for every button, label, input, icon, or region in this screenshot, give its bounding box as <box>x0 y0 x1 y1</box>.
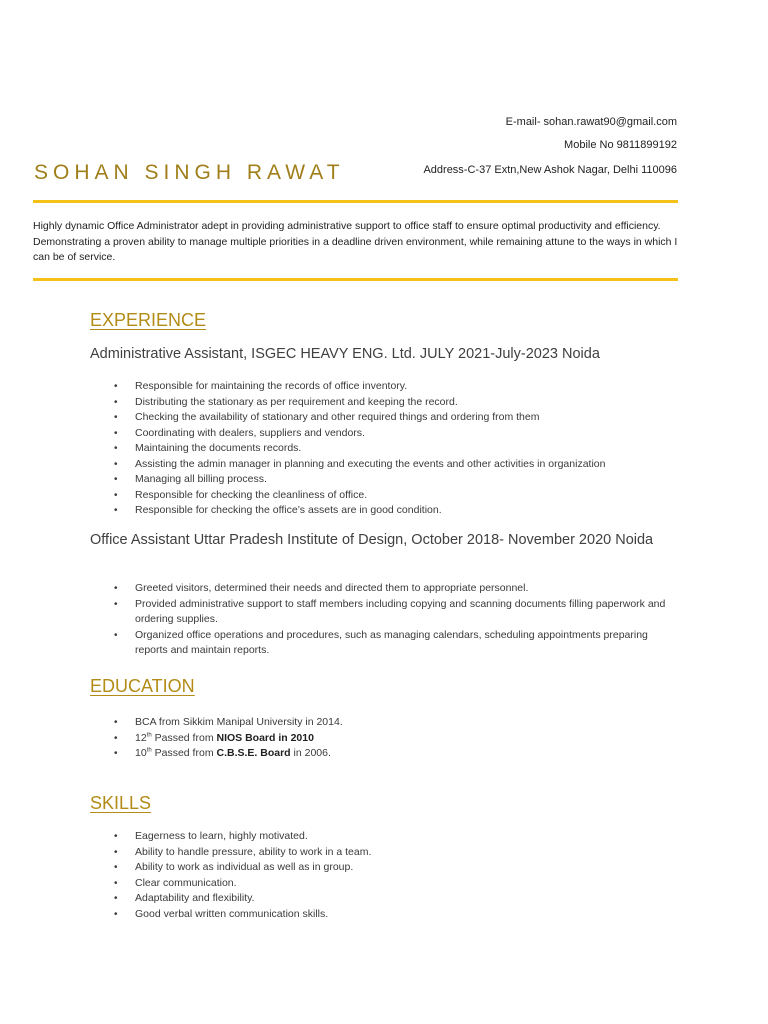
job-duties-list <box>90 379 670 519</box>
skills-heading: SKILLS <box>90 793 152 813</box>
bullet-icon: • <box>114 831 118 842</box>
list-item: • 12th Passed from NIOS Board in 2010 <box>90 731 670 747</box>
bullet-icon: • <box>114 412 118 423</box>
list-item: • 10th Passed from C.B.S.E. Board in 2006. <box>90 746 670 762</box>
job-title: Administrative Assistant, ISGEC HEAVY ENG. Ltd. JULY 2021-July-2023 Noida <box>90 346 600 362</box>
job-duties-list <box>90 581 670 659</box>
profile-summary: Highly dynamic Office Administrator adept in providing administrative support to office staff to ensure optimal productivity and efficiency. Demonstrating a proven ability to manage multiple priorities in a deadline driven environment, while remaining attune to the ways in which I can be of service. <box>33 220 678 263</box>
education-heading: EDUCATION <box>90 676 195 696</box>
list-item: • Maintaining the documents records. <box>90 441 670 457</box>
divider-bottom <box>33 278 678 281</box>
bullet-icon: • <box>114 458 118 470</box>
bullet-icon: • <box>114 893 118 904</box>
divider-top <box>33 200 678 203</box>
list-item: • BCA from Sikkim Manipal University in 2014. <box>90 715 670 731</box>
bullet-icon: • <box>114 908 118 920</box>
list-item: • Eagerness to learn, highly motivated. <box>90 829 670 845</box>
education-list <box>90 715 670 762</box>
bullet-icon: • <box>114 598 118 610</box>
job-title: Office Assistant Uttar Pradesh Institute of Design, October 2018- November 2020 Noida <box>90 532 654 548</box>
list-item: • Clear communication. <box>90 876 670 892</box>
bullet-icon: • <box>114 717 118 728</box>
list-item: • Adaptability and flexibility. <box>90 891 670 907</box>
list-item: • Distributing the stationary as per requirement and keeping the record. <box>90 395 670 411</box>
bullet-icon: • <box>114 381 118 392</box>
list-item: • Responsible for checking the office’s assets are in good condition. <box>90 503 670 519</box>
bullet-icon: • <box>114 489 118 501</box>
bullet-icon: • <box>114 846 118 858</box>
list-item: • Checking the availability of stationary and other required things and ordering from them <box>90 410 670 426</box>
list-item: • Managing all billing process. <box>90 472 670 488</box>
list-item: • Good verbal written communication skills. <box>90 907 670 923</box>
experience-heading: EXPERIENCE <box>90 310 207 330</box>
bullet-icon: • <box>114 396 118 408</box>
bullet-icon: • <box>114 629 118 641</box>
skills-list <box>90 829 670 922</box>
list-item: • Greeted visitors, determined their needs and directed them to appropriate personnel. <box>90 581 670 597</box>
candidate-name: SOHAN SINGH RAWAT <box>34 161 345 184</box>
list-item: • Responsible for checking the cleanliness of office. <box>90 488 670 504</box>
list-item: • Coordinating with dealers, suppliers and vendors. <box>90 426 670 442</box>
list-item: • Ability to handle pressure, ability to work in a team. <box>90 845 670 861</box>
bullet-icon: • <box>114 427 118 439</box>
list-item: • Organized office operations and procedures, such as managing calendars, scheduling appointments preparing reports and maintain reports. <box>114 628 648 656</box>
list-item: • Assisting the admin manager in planning and executing the events and other activities in organization <box>90 457 670 473</box>
bullet-icon: • <box>114 862 118 873</box>
bullet-icon: • <box>114 877 118 889</box>
bullet-icon: • <box>114 474 118 485</box>
bullet-icon: • <box>114 583 118 594</box>
bullet-icon: • <box>114 505 118 516</box>
contact-email: E-mail- sohan.rawat90@gmail.com <box>505 116 677 128</box>
bullet-icon: • <box>114 443 118 454</box>
list-item: • Ability to work as individual as well as in group. <box>90 860 670 876</box>
list-item: • Responsible for maintaining the records of office inventory. <box>90 379 670 395</box>
bullet-icon: • <box>114 748 118 759</box>
bullet-icon: • <box>114 732 118 744</box>
contact-address: Address-C-37 Extn,New Ashok Nagar, Delhi 110096 <box>423 164 677 176</box>
list-item: • Provided administrative support to staff members including copying and scanning documents filling paperwork and ordering supplies. <box>114 597 666 625</box>
contact-mobile: Mobile No 9811899192 <box>564 139 677 151</box>
